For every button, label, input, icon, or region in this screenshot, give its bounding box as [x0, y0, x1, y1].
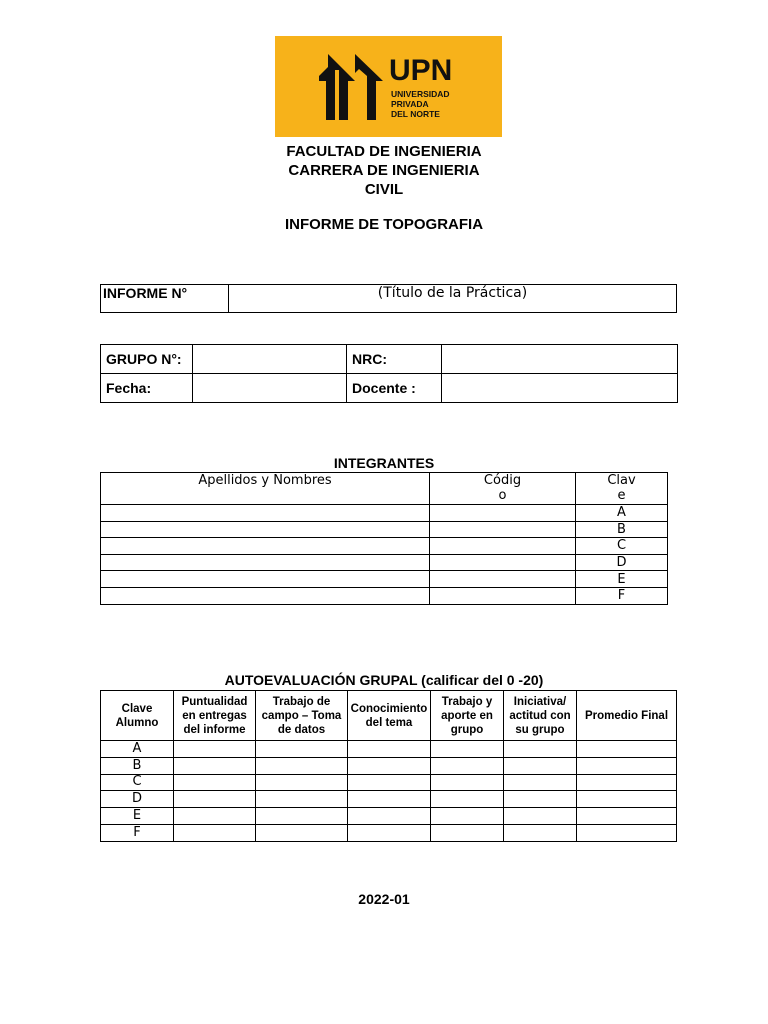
score-field[interactable] — [256, 808, 348, 825]
score-field[interactable] — [577, 808, 677, 825]
name-field[interactable] — [101, 571, 430, 588]
table-row — [101, 774, 677, 791]
informe-label: INFORME N° — [101, 285, 229, 313]
code-field[interactable] — [430, 505, 576, 522]
header-promedio: Promedio Final — [577, 691, 677, 741]
table-row — [101, 571, 668, 588]
col-key-line1: Clav — [607, 473, 636, 488]
score-field[interactable] — [256, 774, 348, 791]
logo-line2: PRIVADA — [391, 99, 429, 109]
name-field[interactable] — [101, 554, 430, 571]
score-field[interactable] — [174, 757, 256, 774]
fecha-label: Fecha: — [101, 374, 193, 403]
score-field[interactable] — [174, 741, 256, 758]
score-field[interactable] — [431, 791, 504, 808]
name-field[interactable] — [101, 521, 430, 538]
score-field[interactable] — [348, 791, 431, 808]
key-cell: A — [101, 741, 174, 758]
table-row — [101, 741, 677, 758]
score-field[interactable] — [348, 824, 431, 841]
key-cell: E — [576, 571, 668, 588]
autoevaluacion-title: AUTOEVALUACIÓN GRUPAL (calificar del 0 -20) — [224, 672, 544, 688]
practice-title-field[interactable]: (Título de la Práctica) — [229, 285, 677, 313]
score-field[interactable] — [174, 791, 256, 808]
header-trabajo-campo: Trabajo de campo – Toma de datos — [256, 691, 348, 741]
header-trabajo-aporte: Trabajo y aporte en grupo — [431, 691, 504, 741]
score-field[interactable] — [256, 791, 348, 808]
col-code-header — [430, 473, 576, 505]
table-row — [101, 757, 677, 774]
score-field[interactable] — [348, 774, 431, 791]
score-field[interactable] — [577, 774, 677, 791]
table-row — [101, 554, 668, 571]
score-field[interactable] — [256, 741, 348, 758]
score-field[interactable] — [174, 774, 256, 791]
score-field[interactable] — [431, 824, 504, 841]
code-field[interactable] — [430, 554, 576, 571]
score-field[interactable] — [256, 824, 348, 841]
key-cell: D — [101, 791, 174, 808]
col-key-line2: e — [617, 488, 626, 503]
key-cell: C — [101, 774, 174, 791]
faculty-heading — [200, 142, 568, 199]
period-label: 2022-01 — [358, 891, 410, 907]
score-field[interactable] — [431, 808, 504, 825]
report-title: INFORME DE TOPOGRAFIA — [284, 216, 484, 233]
table-row — [101, 538, 668, 555]
key-cell: B — [101, 757, 174, 774]
header-clave-alumno: Clave Alumno — [101, 691, 174, 741]
key-cell: C — [576, 538, 668, 555]
table-row — [101, 521, 668, 538]
grupo-field[interactable] — [193, 345, 347, 374]
key-cell: D — [576, 554, 668, 571]
score-field[interactable] — [348, 741, 431, 758]
score-field[interactable] — [256, 757, 348, 774]
autoevaluacion-table — [100, 690, 677, 842]
score-field[interactable] — [348, 808, 431, 825]
fecha-field[interactable] — [193, 374, 347, 403]
code-field[interactable] — [430, 587, 576, 604]
logo-line3: DEL NORTE — [391, 109, 440, 119]
key-cell: A — [576, 505, 668, 522]
key-cell: E — [101, 808, 174, 825]
docente-label: Docente : — [347, 374, 442, 403]
faculty-line3: CIVIL — [364, 181, 404, 198]
score-field[interactable] — [504, 791, 577, 808]
key-cell: F — [576, 587, 668, 604]
nrc-field[interactable] — [442, 345, 678, 374]
score-field[interactable] — [504, 808, 577, 825]
score-field[interactable] — [504, 824, 577, 841]
faculty-line1: FACULTAD DE INGENIERIA — [286, 143, 482, 160]
docente-field[interactable] — [442, 374, 678, 403]
col-key-header — [576, 473, 668, 505]
key-cell: B — [576, 521, 668, 538]
header-conocimiento: Conocimiento del tema — [348, 691, 431, 741]
table-row — [101, 587, 668, 604]
upn-logo — [275, 36, 502, 137]
table-row — [101, 808, 677, 825]
key-cell: F — [101, 824, 174, 841]
header-puntualidad: Puntualidad en entregas del informe — [174, 691, 256, 741]
header-iniciativa: Iniciativa/ actitud con su grupo — [504, 691, 577, 741]
score-field[interactable] — [577, 791, 677, 808]
score-field[interactable] — [431, 741, 504, 758]
score-field[interactable] — [174, 808, 256, 825]
score-field[interactable] — [431, 774, 504, 791]
table-row — [101, 505, 668, 522]
name-field[interactable] — [101, 538, 430, 555]
col-code-line2: o — [498, 488, 507, 503]
table-row — [101, 824, 677, 841]
col-code-line1: Códig — [483, 473, 522, 488]
score-field[interactable] — [577, 824, 677, 841]
col-names-header: Apellidos y Nombres — [101, 473, 430, 505]
integrantes-table — [100, 472, 668, 605]
informe-table — [100, 284, 677, 313]
score-field[interactable] — [174, 824, 256, 841]
score-field[interactable] — [504, 741, 577, 758]
grupo-label: GRUPO N°: — [101, 345, 193, 374]
integrantes-title: INTEGRANTES — [333, 455, 435, 471]
name-field[interactable] — [101, 587, 430, 604]
score-field[interactable] — [504, 774, 577, 791]
score-field[interactable] — [577, 741, 677, 758]
score-field[interactable] — [431, 757, 504, 774]
nrc-label: NRC: — [347, 345, 442, 374]
score-field[interactable] — [504, 757, 577, 774]
score-field[interactable] — [577, 757, 677, 774]
code-field[interactable] — [430, 521, 576, 538]
logo-line1: UNIVERSIDAD — [391, 89, 450, 99]
code-field[interactable] — [430, 571, 576, 588]
group-info-table — [100, 344, 678, 403]
name-field[interactable] — [101, 505, 430, 522]
code-field[interactable] — [430, 538, 576, 555]
score-field[interactable] — [348, 757, 431, 774]
logo-brand: UPN — [389, 54, 453, 87]
upn-arrow-icon — [275, 36, 502, 137]
faculty-line2: CARRERA DE INGENIERIA — [288, 162, 480, 179]
table-row — [101, 791, 677, 808]
